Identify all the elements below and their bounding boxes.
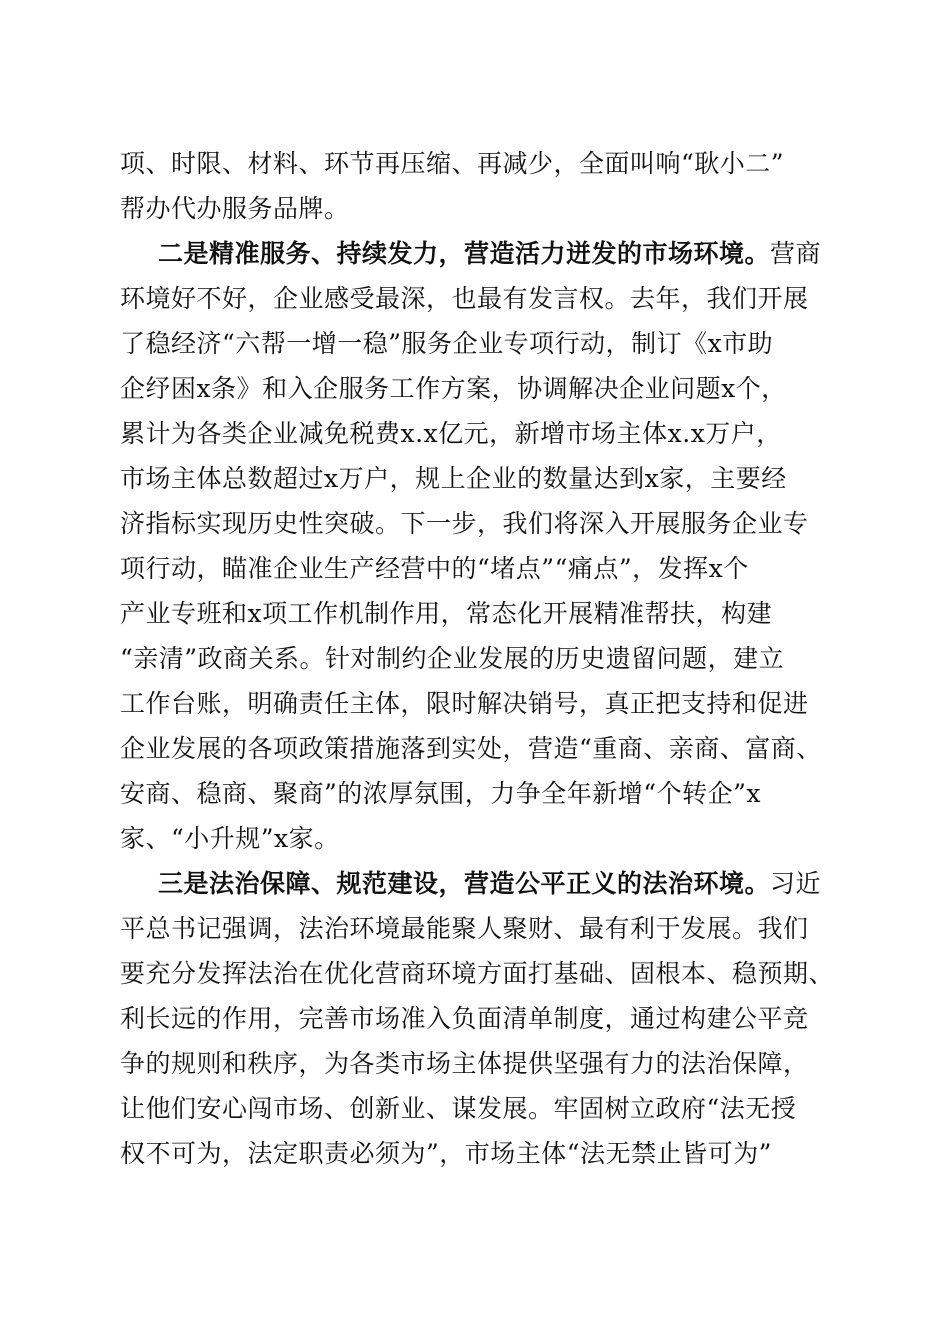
text-line: 累计为各类企业减免税费x.x亿元，新增市场主体x.x万户， xyxy=(120,419,782,448)
text-line: 家、“小升规”x家。 xyxy=(120,824,340,853)
text-line: 环境好不好，企业感受最深，也最有发言权。去年，我们开展 xyxy=(120,284,809,313)
text-line: 帮办代办服务品牌。 xyxy=(120,194,350,223)
text-line: 权不可为，法定职责必须为”，市场主体“法无禁止皆可为” xyxy=(120,1139,772,1168)
text-line: “亲清”政商关系。针对制约企业发展的历史遗留问题，建立 xyxy=(120,644,785,673)
text-line: 项行动，瞄准企业生产经营中的“堵点”“痛点”，发挥x个 xyxy=(120,554,749,583)
text-line: 企业发展的各项政策措施落到实处，营造“重商、亲商、富商、 xyxy=(120,734,822,763)
text-line: 让他们安心闯市场、创新业、谋发展。牢固树立政府“法无授 xyxy=(120,1094,797,1123)
text-line: 产业专班和x项工作机制作用，常态化开展精准帮扶，构建 xyxy=(120,599,773,628)
text-line: 工作台账，明确责任主体，限时解决销号，真正把支持和促进 xyxy=(120,689,809,718)
section-heading-line: 二是精准服务、持续发力，营造活力迸发的市场环境。营商 xyxy=(158,239,822,268)
text-line: 了稳经济“六帮一增一稳”服务企业专项行动，制订《x市助 xyxy=(120,329,774,358)
text-line: 利长远的作用，完善市场准入负面清单制度，通过构建公平竞 xyxy=(120,1004,809,1033)
section-heading: 三是法治保障、规范建设，营造公平正义的法治环境。 xyxy=(158,869,771,898)
text-line: 项、时限、材料、环节再压缩、再减少，全面叫响“耿小二” xyxy=(120,149,785,178)
text-line: 安商、稳商、聚商”的浓厚氛围，力争全年新增“个转企”x xyxy=(120,779,761,808)
text-line: 要充分发挥法治在优化营商环境方面打基础、固根本、稳预期、 xyxy=(120,959,835,988)
section-heading: 二是精准服务、持续发力，营造活力迸发的市场环境。 xyxy=(158,239,771,268)
text-line: 争的规则和秩序，为各类市场主体提供坚强有力的法治保障， xyxy=(120,1049,809,1078)
text-line: 市场主体总数超过x万户，规上企业的数量达到x家，主要经 xyxy=(120,464,787,493)
section-heading-line: 三是法治保障、规范建设，营造公平正义的法治环境。习近 xyxy=(158,869,822,898)
text-line: 济指标实现历史性突破。下一步，我们将深入开展服务企业专 xyxy=(120,509,809,538)
text-line: 平总书记强调，法治环境最能聚人聚财、最有利于发展。我们 xyxy=(120,914,809,943)
text-line: 企纾困x条》和入企服务工作方案，协调解决企业问题x个， xyxy=(120,374,787,403)
